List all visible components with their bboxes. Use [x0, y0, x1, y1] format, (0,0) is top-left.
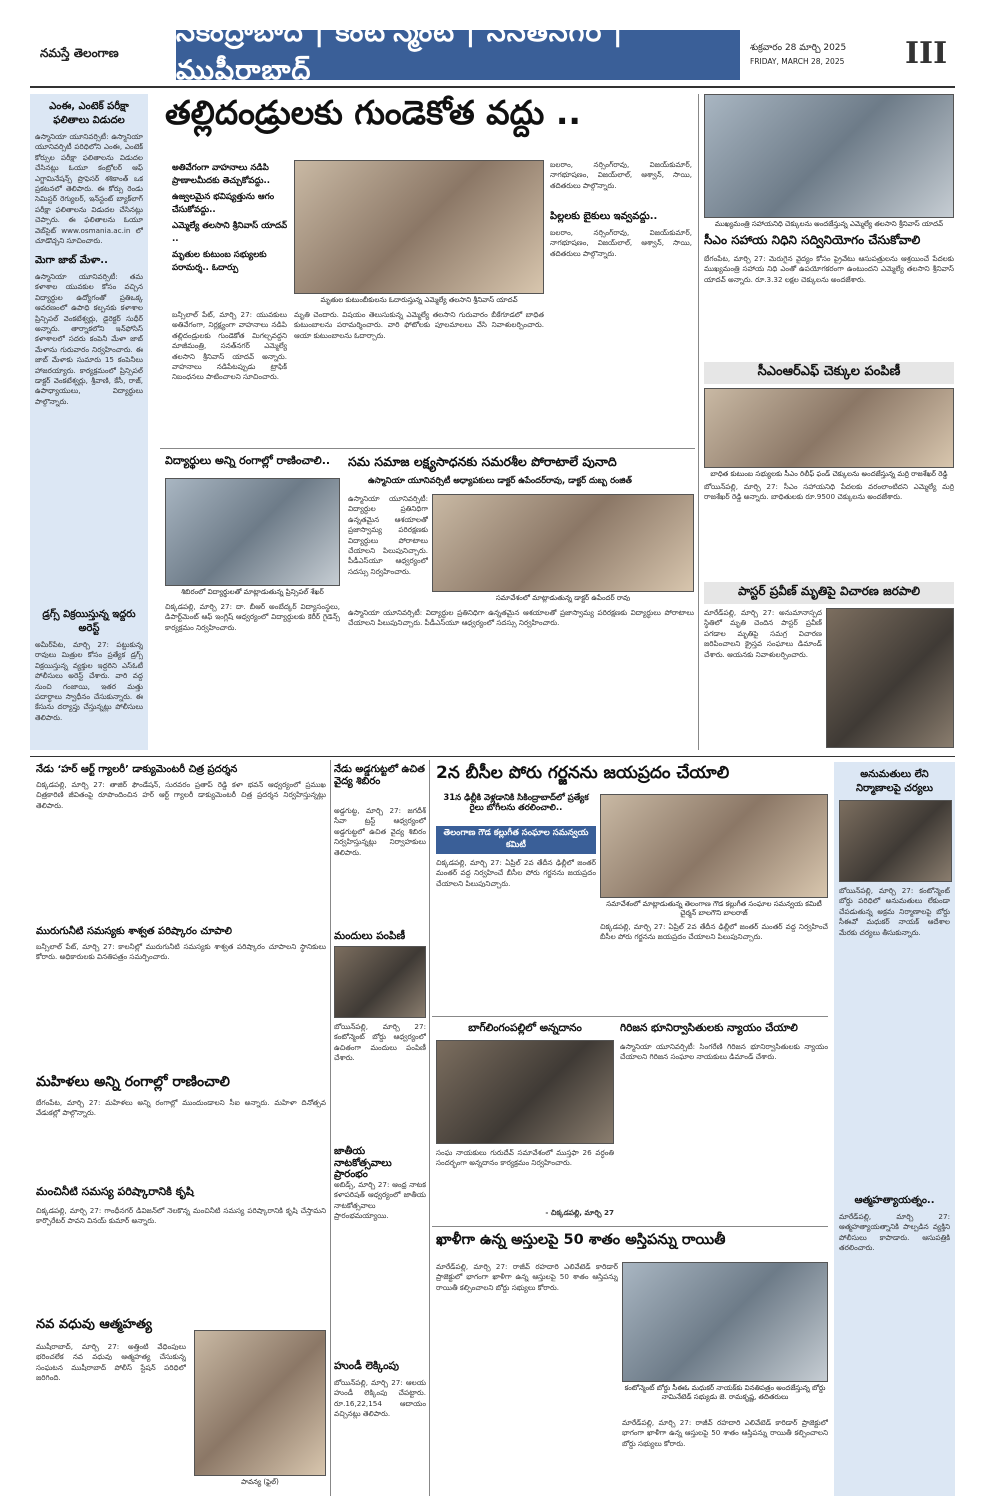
drama-body: అబిడ్స్, మార్చి 27: ఆంధ్ర నాటక కళాపరిషత్ ఆధ్వర్యంలో జాతీయ నాటకోత్సవాలు ప్రారంభమయ్యాయి. — [334, 1180, 426, 1221]
section-rule — [160, 448, 695, 449]
gallery-headline: నేడు ‘హర్ ఆర్ట్ గ్యాలరీ’ డాక్యుమెంటరీ చిత్ర ప్రదర్శన — [36, 764, 238, 775]
pastor-body: మారేడ్‌పల్లి, మార్చి 27: అనుమానాస్పద స్థితిలో మృతి చెందిన పాస్టర్ ప్రవీణ్ పగడాల మృతిపై సమగ్ర విచారణ జరిపించాలని క్రైస్తవ సంఘాలు డిమాండ్ చేశారు. ఆయనకు నివాళులర్పించారు. — [704, 608, 822, 659]
students-headline: విద్యార్థులు అన్ని రంగాల్లో రాణించాలి.. — [165, 454, 331, 467]
sidebar-headline-2: మెగా జాబ్ మేళా.. — [35, 255, 108, 266]
medicines-body: బోయిన్‌పల్లి, మార్చి 27: కంటోన్మెంట్ బోర్డు ఆధ్వర్యంలో ఉచితంగా మందులు పంపిణీ చేశారు. — [334, 1022, 426, 1063]
vacant-photo-caption: కంటోన్మెంట్ బోర్డు సీఈఓ మధుకర్ నాయక్‌కు వినతిపత్రం అందజేస్తున్న బోర్డు నామినేటెడ్ సభ్యుడు జె. రామకృష్ణ, తదితరులు — [624, 1384, 826, 1401]
ou-body: ఉస్మానియా యూనివర్సిటీ: విద్యార్థుల ప్రతినిధిగా ఉన్నతమైన ఆశయాలతో ప్రజాస్వామ్య పరిరక్షణకు విద్యార్థులు పోరాటాలు చేయాలని పిలుపునిచ్చారు. పీడీఎస్‌యూ ఆధ్వర్యంలో సదస్సు నిర్వహించారు. — [348, 608, 694, 628]
section-rule — [432, 1016, 828, 1017]
sidebar-body-1: ఉస్మానియా యూనివర్సిటీ: ఉస్మానియా యూనివర్సిటీ పరిధిలోని ఎంఈ, ఎంటెక్ కోర్సుల పరీక్షా ఫలితాలను విడుదల చేసినట్లు ఓయూ కంట్రోలర్ ఆఫ్ ఎగ్జామినేషన్స్ ప్రొఫెసర్ శశికాంత్ ఒక ప్రకటనలో తెలిపారు. ఈ కోర్సు రెండు సెమిస్టర్ రెగ్యులర్, ఇన్‌స్టంట్ బ్యాక్‌లాగ్ పరీక్షా ఫలితాలను విడుదల చేసినట్లు చెప్పారు. ఈ ఫలితాలను ఓయూ వెబ్‌సైట్ www.osmania.ac.in లో చూడొచ్చని సూచించారు. — [35, 132, 143, 246]
lead-bullet: మృతుల కుటుంబ సభ్యులకు పరామర్శ.. ఓదార్పు — [172, 250, 267, 273]
vacant-body-right: మారేడ్‌పల్లి, మార్చి 27: రాజీవ్ రహదారి ఎలివేటెడ్ కారిడార్ ప్రాజెక్టులో భాగంగా ఖాళీగా ఉన్న ఆస్తులపై 50 శాతం ఆస్తిపన్ను రాయితీ కల్పించాలని బోర్డు సభ్యులు కోరారు. — [622, 1418, 828, 1448]
cm-relief-headline: సీఎం సహాయ నిధిని సద్వినియోగం చేసుకోవాలి — [704, 233, 921, 247]
annadanam-body: సంఘ నాయకులు గురుదేవ్ సమావేశంలో ముస్తఫా 26 వర్ధంతి సందర్భంగా అన్నదానం కార్యక్రమం నిర్వహించారు. — [436, 1148, 614, 1168]
lead-body-mid: మృతి చెందారు. విషయం తెలుసుకున్న ఎమ్మెల్యే తలసాని గురువారం బీకేగూడలో బాధిత కుటుంబాలను పరామర్శించారు. వారి ఫోటోలకు పూలమాలలు వేసి నివాళులర్పించారు. ఆయా కుటుంబాలను ఓదార్చారు. — [294, 310, 544, 340]
bc-rally-body-right: చిక్కడపల్లి, మార్చి 27: ఏప్రిల్ 2వ తేదీన ఢిల్లీలో జంతర్ మంతర్ వద్ద నిర్వహించే బీసీల పోరు గర్జనను జయప్రదం చేయాలని పిలుపునిచ్చారు. — [600, 922, 828, 942]
bc-rally-photo — [600, 794, 828, 898]
bc-rally-sub2: తెలంగాణ గౌడ కల్లుగీత సంఘాల సమన్వయ కమిటీ — [436, 826, 596, 854]
section-banner: సికింద్రాబాద్ | కంటోన్మెంట్ | సనత్‌నగర్ | ముషీరాబాద్ — [176, 30, 740, 80]
women-body: బేగంపేట, మార్చి 27: మహిళలు అన్ని రంగాల్లో ముందుండాలని సీఐ అన్నారు. మహిళా దినోత్సవ వేడుకల్లో పాల్గొన్నారు. — [36, 1098, 326, 1118]
cm-relief-photo-caption: ముఖ్యమంత్రి సహాయనిధి చెక్కులను అందజేస్తున్న ఎమ్మెల్యే తలసాని శ్రీనివాస్ యాదవ్ — [714, 220, 944, 228]
hundi-body: బోయిన్‌పల్లి, మార్చి 27: ఆలయ హుండీ లెక్కింపు చేపట్టారు. రూ.16,22,154 ఆదాయం వచ్చినట్లు తెలిపారు. — [334, 1378, 426, 1419]
left-sidebar — [30, 94, 148, 750]
water-headline: మంచినీటి సమస్య పరిష్కారానికి కృషి — [36, 1185, 194, 1198]
vacant-body-left: మారేడ్‌పల్లి, మార్చి 27: రాజీవ్ రహదారి ఎలివేటెడ్ కారిడార్ ప్రాజెక్టులో భాగంగా ఖాళీగా ఉన్న ఆస్తులపై 50 శాతం ఆస్తిపన్ను రాయితీ కల్పించాలని బోర్డు సభ్యులు కోరారు. — [436, 1262, 618, 1292]
lead-headline: తల్లిదండ్రులకు గుండెకోత వద్దు .. — [165, 93, 581, 132]
bride-body: ముషీరాబాద్, మార్చి 27: అత్తింటి వేధింపులు భరించలేక నవ వధువు ఆత్మహత్య చేసుకున్న సంఘటన ముషీరాబాద్ పోలీస్ స్టేషన్ పరిధిలో జరిగింది. — [36, 1342, 186, 1383]
lead-bullets — [172, 162, 290, 292]
tribal-headline: గిరిజన భూనిర్వాసితులకు న్యాయం చేయాలి — [620, 1022, 798, 1034]
sidebar-body-2: ఉస్మానియా యూనివర్సిటీ: తమ కళాశాల యువకుల కోసం వచ్చిన విద్యార్థుల ఉద్యోగంతో ప్రతిఒక్క ఆవరణంలో ఉపాధి కల్పనకు కళాశాల ప్రిన్సిపల్ వెంకటేశ్వర్లు, డైరెక్టర్ సుధీర్ అన్నారు. తార్నాకలోని ఇన్‌ఫోసిస్ కళాశాలలో సదరు కంపెనీ మేళా జాబ్ మేళాను గురువారం నిర్వహించారు. ఈ జాబ్ మేళాకు సుమారు 15 కంపెనీలు హాజరయ్యారు. కార్యక్రమంలో ప్రిన్సిపల్ డాక్టర్ వెంకటేశ్వర్లు, శ్రీవాణి, కేసీ, రాజ్, ఉపాధ్యాయులు, విద్యార్థులు పాల్గొన్నారు. — [35, 272, 143, 406]
water-body: చిక్కడపల్లి, మార్చి 27: గాంధీనగర్ డివిజన్‌లో నెలకొన్న మంచినీటి సమస్య పరిష్కారానికి కృషి చేస్తామని కార్పొరేటర్ పావని వినయ్ కుమార్ అన్నారు. — [36, 1206, 326, 1226]
annadanam-byline: - చిక్కడపల్లి, మార్చి 27 — [545, 1208, 614, 1217]
column-divider — [330, 760, 331, 1496]
sewage-headline: మురుగునీటి సమస్యకు శాశ్వత పరిష్కారం చూపాలి — [36, 926, 232, 937]
bride-photo-caption: పావన్య (ఫైల్) — [241, 1478, 279, 1486]
hundi-headline: హుండీ లెక్కింపు — [334, 1360, 400, 1372]
pastor-photo — [826, 608, 954, 748]
date-english: FRIDAY, MARCH 28, 2025 — [750, 57, 845, 66]
medicines-headline: మందులు పంపిణీ — [334, 930, 406, 942]
bc-rally-body-left: చిక్కడపల్లి, మార్చి 27: ఏప్రిల్ 2వ తేదీన ఢిల్లీలో జంతర్ మంతర్ వద్ద నిర్వహించే బీసీల పోరు గర్జనను జయప్రదం చేయాలని పిలుపునిచ్చారు. — [436, 858, 596, 888]
ou-headline: సమ సమాజ లక్ష్యసాధనకు సమరశీల పోరాటాలే పునాది — [348, 454, 617, 469]
cmrf-photo — [704, 388, 954, 468]
lead-bullet: అతివేగంగా వాహనాలు నడిపి ప్రాణాలమీదకు తెచ్చుకోవద్దు.. — [172, 163, 270, 186]
vacant-headline: ఖాళీగా ఉన్న అస్తులపై 50 శాతం అస్తిపన్ను రాయితీ — [436, 1232, 726, 1248]
medical-camp-headline: నేడు అడ్డగుట్టలో ఉచిత వైద్య శిబిరం — [334, 764, 425, 787]
suicide-attempt-headline: ఆత్మహత్యాయత్నం.. — [854, 1195, 935, 1206]
ou-photo — [432, 494, 694, 592]
medical-camp-body: అడ్డగుట్ట, మార్చి 27: జగదీశ్ సేవా ట్రస్ట్ ఆధ్వర్యంలో అడ్డగుట్టలో ఉచిత వైద్య శిబిరం నిర్వహిస్తున్నట్లు నిర్వాహకులు తెలిపారు. — [334, 806, 426, 857]
students-photo-caption: శిబిరంలో విద్యార్థులతో మాట్లాడుతున్న ప్రిన్సిపల్ శేఖర్ — [181, 588, 324, 596]
column-divider — [429, 760, 430, 1496]
gallery-body: చిక్కడపల్లి, మార్చి 27: తాజిర్ ఫౌండేషన్, సురవరం ప్రతాప్ రెడ్డి కళా భవన్ ఆధ్వర్యంలో ప్రముఖ చిత్రకారిణి జీవితంపై రూపొందించిన హర్ ఆర్ట్ గ్యాలరీ డాక్యుమెంటరీ చిత్ర ప్రదర్శన నిర్వహిస్తున్నట్లు తెలిపారు. — [36, 780, 326, 810]
cm-relief-photo — [704, 94, 954, 218]
date-telugu: శుక్రవారం 28 మార్చి 2025 — [750, 43, 847, 53]
sidebar-body-3: అమీర్‌పేట, మార్చి 27: పట్టుకున్న రావులు మిత్రుల కోసం ప్రత్యేక డ్రగ్స్ విక్రయిస్తున్న వ్యక్తుల ఇద్దరిని ఎస్‌ఓటీ పోలీసులు అరెస్ట్ చేశారు. వారి వద్ద నుంచి గంజాయి, ఇతర మత్తు పదార్థాలు స్వాధీనం చేసుకున్నారు. ఈ కేసును దర్యాప్తు చేస్తున్నట్లు పోలీసులు తెలిపారు. — [35, 640, 143, 722]
illegal-construction-photo — [839, 800, 952, 882]
bride-photo — [194, 1330, 326, 1476]
tribal-body: ఉస్మానియా యూనివర్సిటీ: సింగరేణి గిరిజన భూనిర్వాసితులకు న్యాయం చేయాలని గిరిజన సంఘాల నాయకులు డిమాండ్ చేశారు. — [620, 1042, 828, 1062]
page-number: III — [905, 36, 948, 71]
cmrf-headline: సీఎంఆర్ఎఫ్ చెక్కుల పంపిణీ — [704, 362, 954, 384]
dateline — [750, 42, 900, 72]
sidebar-headline-3: డ్రగ్స్ విక్రయిస్తున్న ఇద్దరు అరెస్ట్ — [42, 609, 136, 634]
drama-headline: జాతీయ నాటకోత్సవాలు ప్రారంభం — [334, 1146, 392, 1180]
cm-relief-body: బేగంపేట, మార్చి 27: మెరుగైన వైద్యం కోసం ప్రైవేటు ఆసుపత్రులను ఆశ్రయించే పేదలకు ముఖ్యమంత్రి సహాయ నిధి ఎంతో ఉపయోగకరంగా ఉంటుందని ఎమ్మెల్యే తలసాని శ్రీనివాస్ యాదవ్ అన్నారు. రూ.3.32 లక్షల చెక్కులను అందజేశారు. — [704, 254, 954, 284]
annadanam-photo — [436, 1040, 614, 1144]
suicide-attempt-body: మారేడ్‌పల్లి, మార్చి 27: ఆత్మహత్యాయత్నానికి పాల్పడిన వ్యక్తిని పోలీసులు కాపాడారు. ఆసుపత్రికి తరలించారు. — [839, 1212, 950, 1253]
column-divider — [698, 94, 699, 750]
sewage-body: బన్సీలాల్ పేట్, మార్చి 27: కాలనీల్లో మురుగునీటి సమస్యకు శాశ్వత పరిష్కారం చూపాలని స్థానికులు కోరారు. అధికారులకు వినతిపత్రం సమర్పించారు. — [36, 942, 326, 962]
section-rule — [432, 1226, 828, 1227]
annadanam-headline: బాగ్‌లింగంపల్లిలో అన్నదానం — [468, 1022, 582, 1034]
cmrf-body: బోయిన్‌పల్లి, మార్చి 27: సీఎం సహాయనిధి పేదలకు వరంలాంటిదని ఎమ్మెల్యే మర్రి రాజశేఖర్ రెడ్డి అన్నారు. బాధితులకు రూ.9500 చెక్కులను అందజేశారు. — [704, 482, 954, 502]
pastor-headline: పాస్టర్ ప్రవీణ్ మృతిపై విచారణ జరపాలి — [704, 582, 954, 604]
right-sidebar — [834, 762, 955, 1496]
lead-body-left: బన్సీలాల్‌ పేట్, మార్చి 27: యువకులు అతివేగంగా, నిర్లక్ష్యంగా వాహనాలు నడిపి తల్లిదండ్రులకు గుండెకోత మిగల్చవద్దని మాజీమంత్రి, సనత్‌నగర్ ఎమ్మెల్యే తలసాని శ్రీనివాస్ యాదవ్ అన్నారు. వాహనాలు నడిపేటప్పుడు ట్రాఫిక్ నిబంధనలు పాటించాలని సూచించారు. — [172, 310, 287, 382]
ou-body-lead: ఉస్మానియా యూనివర్సిటీ: విద్యార్థుల ప్రతినిధిగా ఉన్నతమైన ఆశయాలతో ప్రజాస్వామ్య పరిరక్షణకు విద్యార్థులు పోరాటాలు చేయాలని పిలుపునిచ్చారు. పీడీఎస్‌యూ ఆధ్వర్యంలో సదస్సు నిర్వహించారు. — [348, 494, 428, 576]
illegal-construction-body: బోయిన్‌పల్లి, మార్చి 27: కంటోన్మెంట్ బోర్డు పరిధిలో అనుమతులు లేకుండా చేపడుతున్న అక్రమ నిర్మాణాలపై బోర్డు సీఈవో మధుకర్ నాయక్ ఆదేశాల మేరకు చర్యలు తీసుకున్నారు. — [839, 886, 950, 937]
bc-rally-headline: 2న బీసీల పోరు గర్జనను జయప్రదం చేయాలి — [436, 763, 730, 783]
vacant-photo — [622, 1262, 828, 1382]
ou-subhead: ఉస్మానియా యూనివర్సిటీ అధ్యాపకులు డాక్టర్ ఉపేందర్‌రావు, డాక్టర్ దుబ్బ రంజిత్ — [368, 475, 632, 485]
bride-headline: నవ వధువు ఆత్మహత్య — [36, 1317, 152, 1332]
masthead-rule — [30, 86, 955, 88]
lead-right-top: బలరాం, నర్సింగ్‌రావు, విజయ్‌కుమార్, నాగభూషణం, విజయ్‌లాల్, ఆశ్వాన్, సాయి, తదితరులు పాల్గొన్నారు. — [550, 160, 692, 190]
paper-name: నమస్తే తెలంగాణ — [40, 46, 119, 60]
bc-rally-photo-caption: సమావేశంలో మాట్లాడుతున్న తెలంగాణ గౌడ కల్లుగీత సంఘాల సమన్వయ కమిటీ చైర్మన్ బాలగౌని బాలరాజ్ — [606, 900, 822, 917]
bc-rally-sub1: 31న ఢిల్లీకి వెళ్లడానికి సికింద్రాబాద్‌లో ప్రత్యేక రైలు బోగీలను తరలించాలి.. — [443, 793, 589, 813]
medicines-photo — [334, 946, 426, 1018]
ou-photo-caption: సమావేశంలో మాట్లాడుతున్న డాక్టర్ ఉపేందర్ రావు — [495, 594, 631, 602]
lead-photo-caption: మృతుల కుటుంబీకులను ఓదారుస్తున్న ఎమ్మెల్యే తలసాని శ్రీనివాస్ యాదవ్ — [320, 296, 518, 304]
mid-rule — [30, 756, 955, 757]
women-headline: మహిళలు అన్ని రంగాల్లో రాణించాలి — [36, 1074, 230, 1090]
illegal-construction-headline: అనుమతులు లేని నిర్మాణాలపై చర్యలు — [856, 769, 933, 794]
sidebar-headline-1: ఎంఈ, ఎంటెక్ పరీక్షా ఫలితాలు విడుదల — [49, 101, 129, 126]
lead-photo — [294, 160, 544, 294]
lead-right-subhead: పిల్లలకు బైకులు ఇవ్వవద్దు.. — [550, 211, 658, 222]
students-photo — [165, 478, 340, 586]
cmrf-photo-caption: బాధిత కుటుంబ సభ్యులకు సీఎం రిలీఫ్ ఫండ్ చెక్కులను అందజేస్తున్న మర్రి రాజశేఖర్ రెడ్డి — [710, 470, 948, 478]
students-body: చిక్కడపల్లి, మార్చి 27: దా. బీఆర్ అంబేద్కర్ విద్యాసంస్థలు, డిపార్ట్‌మెంట్ ఆఫ్ ఇంగ్లిష్ ఆధ్వర్యంలో విద్యార్థులకు కెరీర్ గైడెన్స్ కార్యక్రమం నిర్వహించారు. — [165, 602, 340, 632]
lead-bullet: ఎమ్మెల్యే తలసాని శ్రీనివాస్ యాదవ్ .. — [172, 221, 288, 244]
lead-bullet: ఉజ్వలమైన భవిష్యత్తును ఆగం చేసుకోవద్దు.. — [172, 192, 275, 215]
lead-body-right: బలరాం, నర్సింగ్‌రావు, విజయ్‌కుమార్, నాగభూషణం, విజయ్‌లాల్, ఆశ్వాన్, సాయి, తదితరులు పాల్గొన్నారు. — [550, 228, 692, 258]
